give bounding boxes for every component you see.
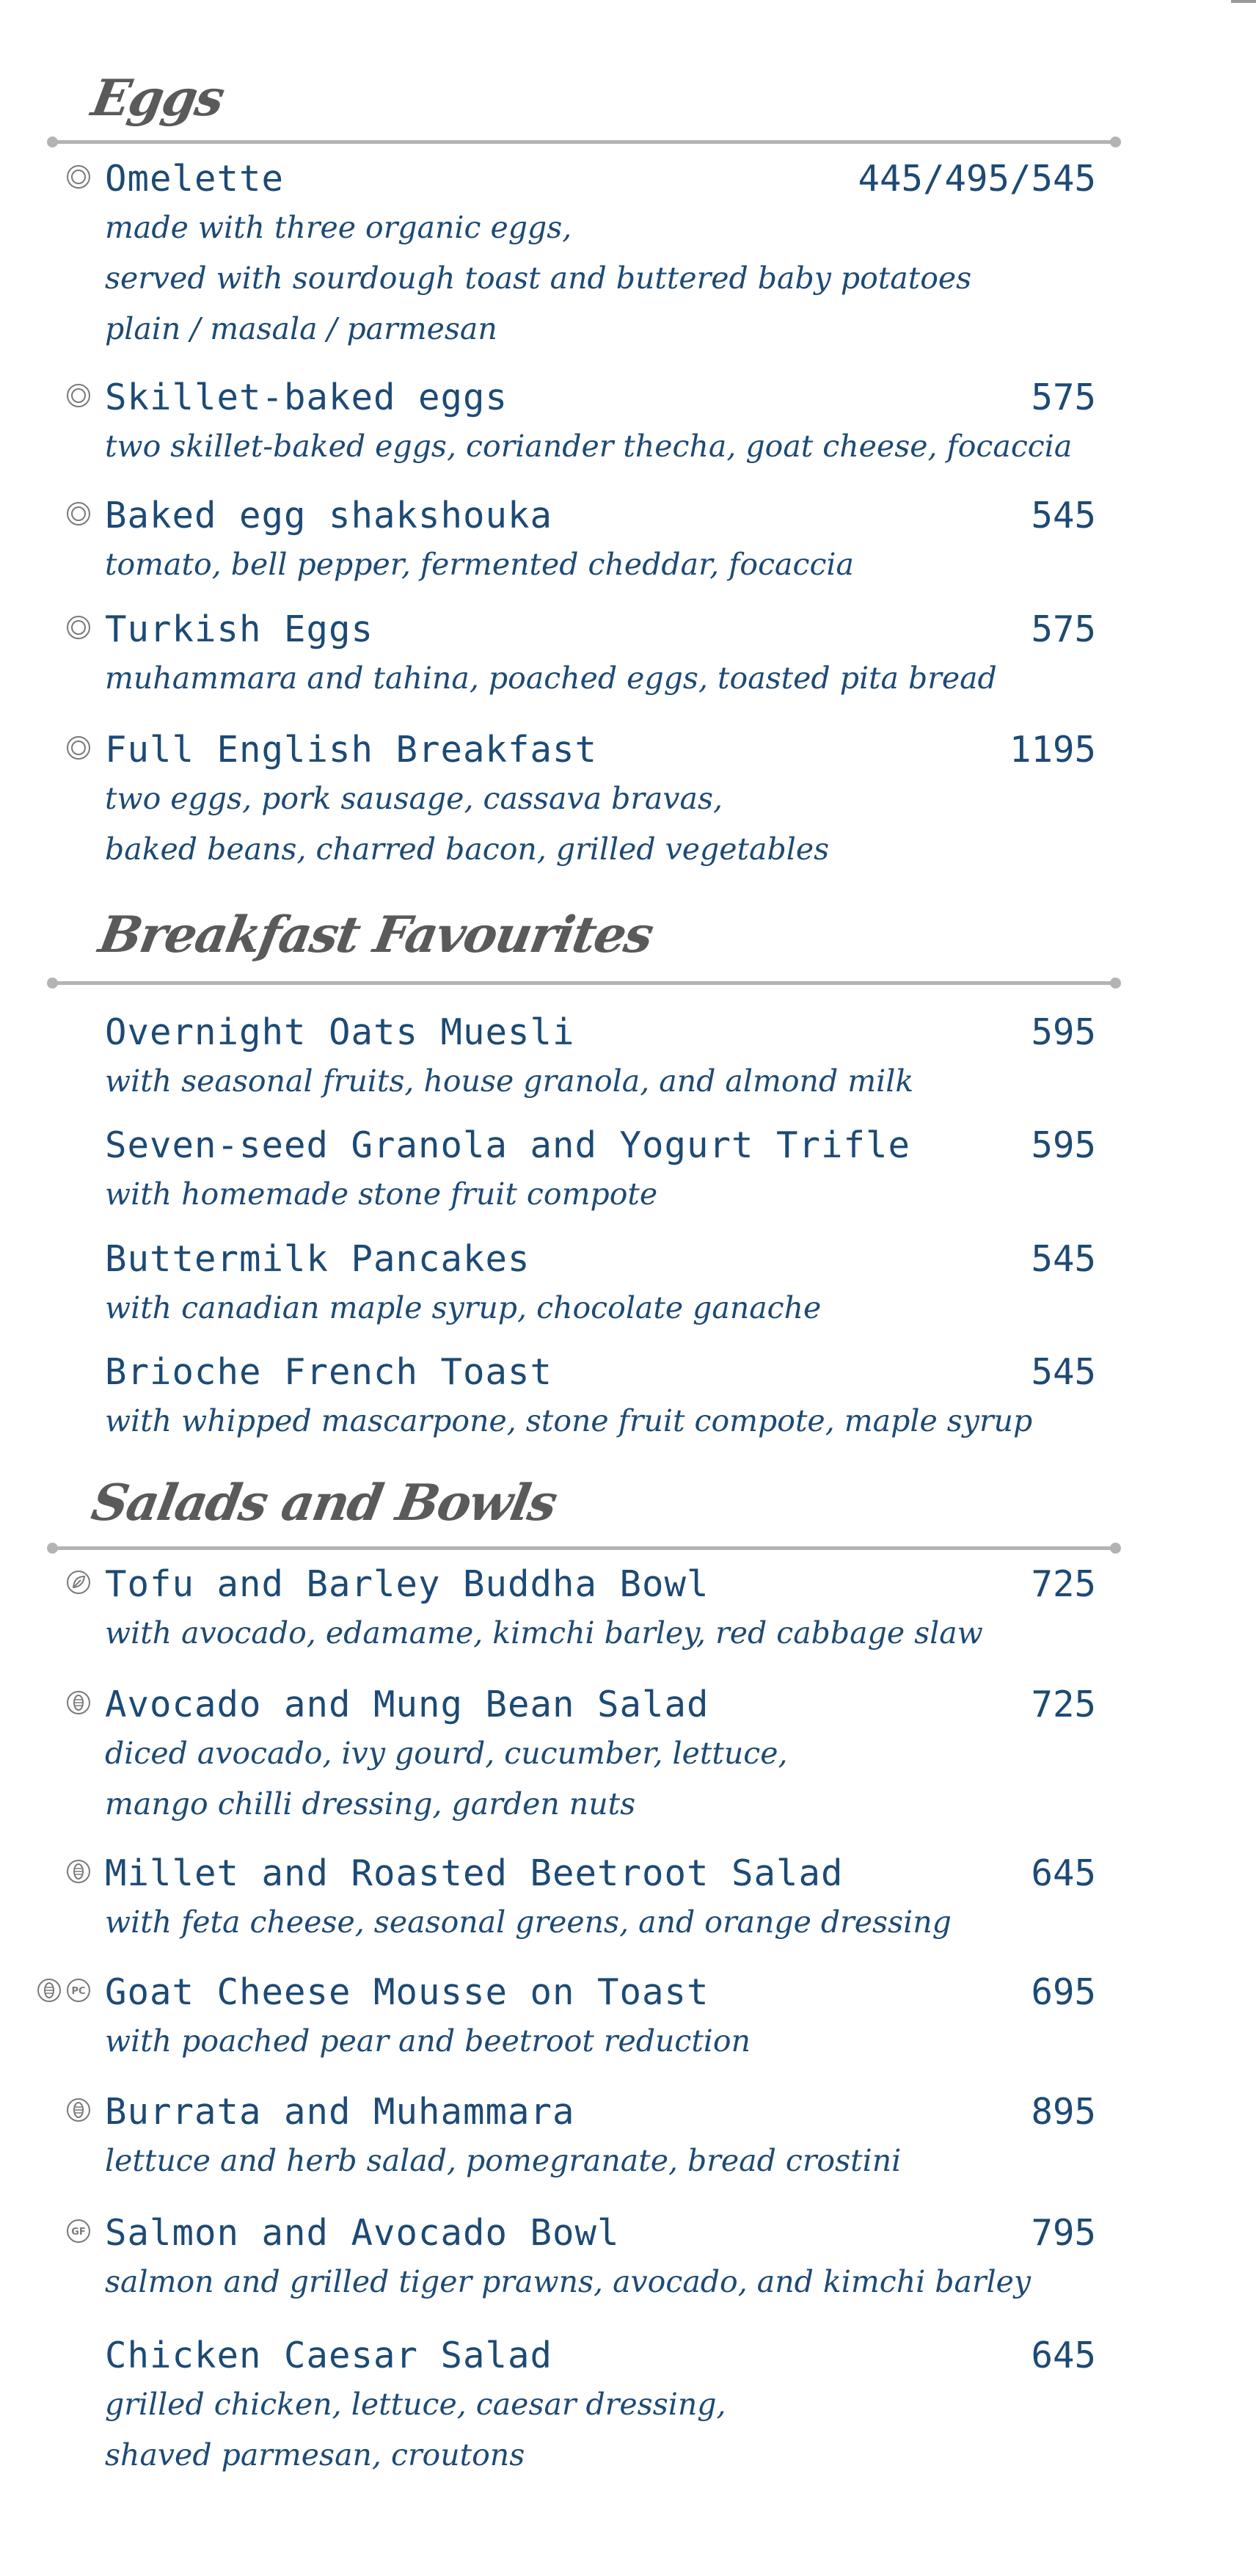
section-title: Breakfast Favourites: [94, 906, 657, 964]
item-description: with homemade stone fruit compote: [105, 1176, 658, 1212]
item-description: diced avocado, ivy gourd, cucumber, lettuce, mango chilli dressing, garden nuts: [105, 1736, 788, 1822]
item-description: two eggs, pork sausage, cassava bravas, baked beans, charred bacon, grilled vegetables: [105, 781, 830, 867]
nuts-icon: [37, 1978, 62, 2003]
gluten-free-icon: [66, 2219, 91, 2244]
item-price: 725: [1031, 1684, 1096, 1725]
item-description: with feta cheese, seasonal greens, and orange dressing: [105, 1904, 952, 1940]
pc-icon: [66, 1978, 91, 2003]
item-name: Buttermilk Pancakes: [105, 1238, 530, 1280]
item-name: Chicken Caesar Salad: [105, 2335, 553, 2376]
egg-icon: [66, 615, 91, 640]
item-name: Seven-seed Granola and Yogurt Trifle: [105, 1124, 911, 1166]
item-price: 575: [1031, 608, 1096, 650]
nuts-icon: [66, 2097, 91, 2122]
item-description: with seasonal fruits, house granola, and almond milk: [105, 1063, 914, 1099]
item-description: with canadian maple syrup, chocolate ganache: [105, 1290, 822, 1325]
item-description: with avocado, edamame, kimchi barley, red cabbage slaw: [105, 1615, 983, 1651]
item-name: Skillet-baked eggs: [105, 376, 508, 418]
section-divider: [53, 981, 1115, 985]
nuts-icon: [66, 1690, 91, 1715]
egg-icon: [66, 383, 91, 408]
svg-text:PC: PC: [71, 1986, 86, 1997]
item-description: with poached pear and beetroot reduction: [105, 2023, 751, 2059]
item-description: salmon and grilled tiger prawns, avocado, and kimchi barley: [105, 2264, 1032, 2299]
item-price: 895: [1031, 2091, 1096, 2133]
item-price: 545: [1031, 495, 1096, 536]
item-price: 1195: [1009, 729, 1096, 771]
item-name: Avocado and Mung Bean Salad: [105, 1684, 709, 1725]
section-divider: [53, 1546, 1115, 1550]
egg-icon: [66, 164, 91, 189]
item-name: Turkish Eggs: [105, 608, 374, 650]
svg-text:GF: GF: [71, 2227, 86, 2238]
item-price: 645: [1031, 1852, 1096, 1894]
egg-icon: [66, 735, 91, 760]
section-title: Salads and Bowls: [87, 1474, 561, 1532]
corner-mark: [1231, 0, 1256, 3]
item-name: Omelette: [105, 158, 285, 200]
item-description: two skillet-baked eggs, coriander thecha, goat cheese, focaccia: [105, 429, 1073, 464]
item-name: Burrata and Muhammara: [105, 2091, 575, 2133]
item-name: Millet and Roasted Beetroot Salad: [105, 1852, 844, 1894]
item-name: Overnight Oats Muesli: [105, 1011, 575, 1053]
egg-icon: [66, 501, 91, 526]
item-name: Baked egg shakshouka: [105, 495, 553, 536]
item-price: 575: [1031, 376, 1096, 418]
item-name: Brioche French Toast: [105, 1351, 553, 1393]
item-price: 545: [1031, 1351, 1096, 1393]
vegan-leaf-icon: [66, 1570, 91, 1595]
item-name: Salmon and Avocado Bowl: [105, 2212, 620, 2254]
item-price: 595: [1031, 1124, 1096, 1166]
section-title: Eggs: [87, 69, 228, 128]
item-name: Full English Breakfast: [105, 729, 598, 771]
item-name: Tofu and Barley Buddha Bowl: [105, 1563, 709, 1605]
item-description: lettuce and herb salad, pomegranate, bread crostini: [105, 2143, 902, 2178]
item-price: 645: [1031, 2335, 1096, 2376]
item-price: 445/495/545: [858, 158, 1096, 200]
nuts-icon: [66, 1859, 91, 1884]
item-price: 725: [1031, 1563, 1096, 1605]
item-description: made with three organic eggs, served with sourdough toast and buttered baby potatoes plain / masala / parmesan: [105, 210, 972, 346]
item-description: muhammara and tahina, poached eggs, toasted pita bread: [105, 661, 997, 696]
item-price: 795: [1031, 2212, 1096, 2254]
item-description: grilled chicken, lettuce, caesar dressing, shaved parmesan, croutons: [105, 2387, 726, 2473]
item-price: 595: [1031, 1011, 1096, 1053]
item-name: Goat Cheese Mousse on Toast: [105, 1971, 709, 2013]
section-divider: [53, 140, 1115, 144]
item-price: 695: [1031, 1971, 1096, 2013]
item-description: with whipped mascarpone, stone fruit compote, maple syrup: [105, 1403, 1033, 1438]
item-price: 545: [1031, 1238, 1096, 1280]
item-description: tomato, bell pepper, fermented cheddar, focaccia: [105, 547, 854, 582]
